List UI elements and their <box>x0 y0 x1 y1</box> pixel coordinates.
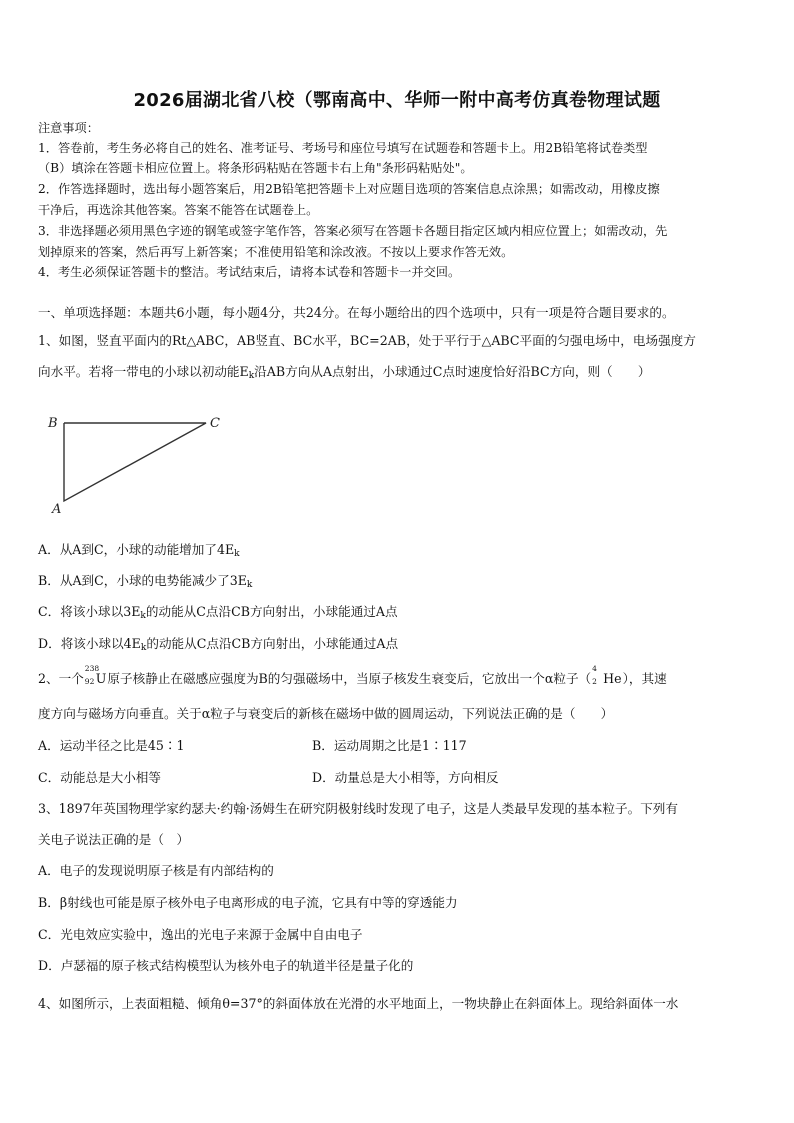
uranium-nuclide: 238 92 U <box>84 664 107 686</box>
notice-item-1-line-2: （B）填涂在答题卡相应位置上。将条形码粘贴在答题卡右上角"条形码粘贴处"。 <box>38 161 473 175</box>
vertex-b-label: B <box>48 416 58 431</box>
triangle-abc-shape <box>64 423 206 501</box>
q3-option-b: B．β射线也可能是原子核外电子电离形成的电子流，它具有中等的穿透能力 <box>38 895 458 910</box>
q2-stem-line-1: 2、一个 238 92 U原子核静止在磁感应强度为B的匀强磁场中，当原子核发生衰变后，它放出一个α粒子（ 4 2 He），其速 <box>38 664 667 686</box>
exam-title: 2026届湖北省八校（鄂南高中、华师一附中高考仿真卷物理试题 <box>133 90 661 111</box>
section-heading: 一、单项选择题：本题共6小题，每小题4分，共24分。在每小题给出的四个选项中，只有一项是符合题目要求的。 <box>38 305 675 320</box>
notice-item-2-line-2: 干净后，再选涂其他答案。答案不能答在试题卷上。 <box>38 203 319 217</box>
q2-option-d: D．动量总是大小相等，方向相反 <box>312 770 499 785</box>
notice-item-3-line-2: 划掉原来的答案，然后再写上新答案；不准使用铅笔和涂改液。不按以上要求作答无效。 <box>38 245 514 259</box>
q1-stem-line-1: 1、如图，竖直平面内的Rt△ABC，AB竖直、BC水平，BC=2AB，处于平行于△ABC平面的匀强电场中，电场强度方 <box>38 333 696 348</box>
notice-item-3-line-1: 3．非选择题必须用黑色字迹的钢笔或签字笔作答，答案必须写在答题卡各题目指定区域内相应位置上；如需改动，先 <box>38 224 668 238</box>
q1-option-a: A．从A到C，小球的动能增加了$4E_k$ <box>38 542 240 559</box>
q2-option-a: A．运动半径之比是45∶1 <box>38 738 185 753</box>
vertex-c-label: C <box>210 416 220 431</box>
q1-option-d: D．将该小球以$4E_k$的动能从C点沿CB方向射出，小球能通过A点 <box>38 636 399 653</box>
q3-option-a: A．电子的发现说明原子核是有内部结构的 <box>38 863 274 878</box>
notice-item-4: 4．考生必须保证答题卡的整洁。考试结束后，请将本试卷和答题卡一并交回。 <box>38 265 461 279</box>
helium-nuclide: 4 2 He <box>592 664 622 686</box>
q4-stem-line-1: 4、如图所示，上表面粗糙、倾角θ=37°的斜面体放在光滑的水平地面上，一物块静止在斜面体上。现给斜面体一水 <box>38 996 679 1011</box>
q3-stem-line-2: 关电子说法正确的是（ ） <box>38 832 190 847</box>
q1-triangle-figure <box>38 405 238 520</box>
q2-option-b: B．运动周期之比是1∶117 <box>312 738 467 753</box>
vertex-a-label: A <box>52 502 62 517</box>
q3-stem-line-1: 3、1897年英国物理学家约瑟夫·约翰·汤姆生在研究阴极射线时发现了电子，这是人类最早发现的基本粒子。下列有 <box>38 801 678 816</box>
q2-stem-line-2: 度方向与磁场方向垂直。关于α粒子与衰变后的新核在磁场中做的圆周运动，下列说法正确的是（ ） <box>38 706 614 721</box>
notice-heading: 注意事项： <box>38 121 99 135</box>
notice-item-2-line-1: 2．作答选择题时，选出每小题答案后，用2B铅笔把答题卡上对应题目选项的答案信息点涂黑；如需改动，用橡皮擦 <box>38 182 660 196</box>
q1-stem-line-2: 向水平。若将一带电的小球以初动能$E_k$沿AB方向从A点射出，小球通过C点时速度恰好沿BC方向，则（ ） <box>38 364 651 381</box>
q2-option-c: C．动能总是大小相等 <box>38 770 161 785</box>
q1-option-b: B．从A到C，小球的电势能减少了$3E_k$ <box>38 573 253 590</box>
q3-option-d: D．卢瑟福的原子核式结构模型认为核外电子的轨道半径是量子化的 <box>38 958 414 973</box>
q1-option-c: C．将该小球以$3E_k$的动能从C点沿CB方向射出，小球能通过A点 <box>38 604 398 621</box>
q3-option-c: C．光电效应实验中，逸出的光电子来源于金属中自由电子 <box>38 927 363 942</box>
notice-item-1-line-1: 1．答卷前，考生务必将自己的姓名、准考证号、考场号和座位号填写在试题卷和答题卡上。用2B铅笔将试卷类型 <box>38 141 648 155</box>
